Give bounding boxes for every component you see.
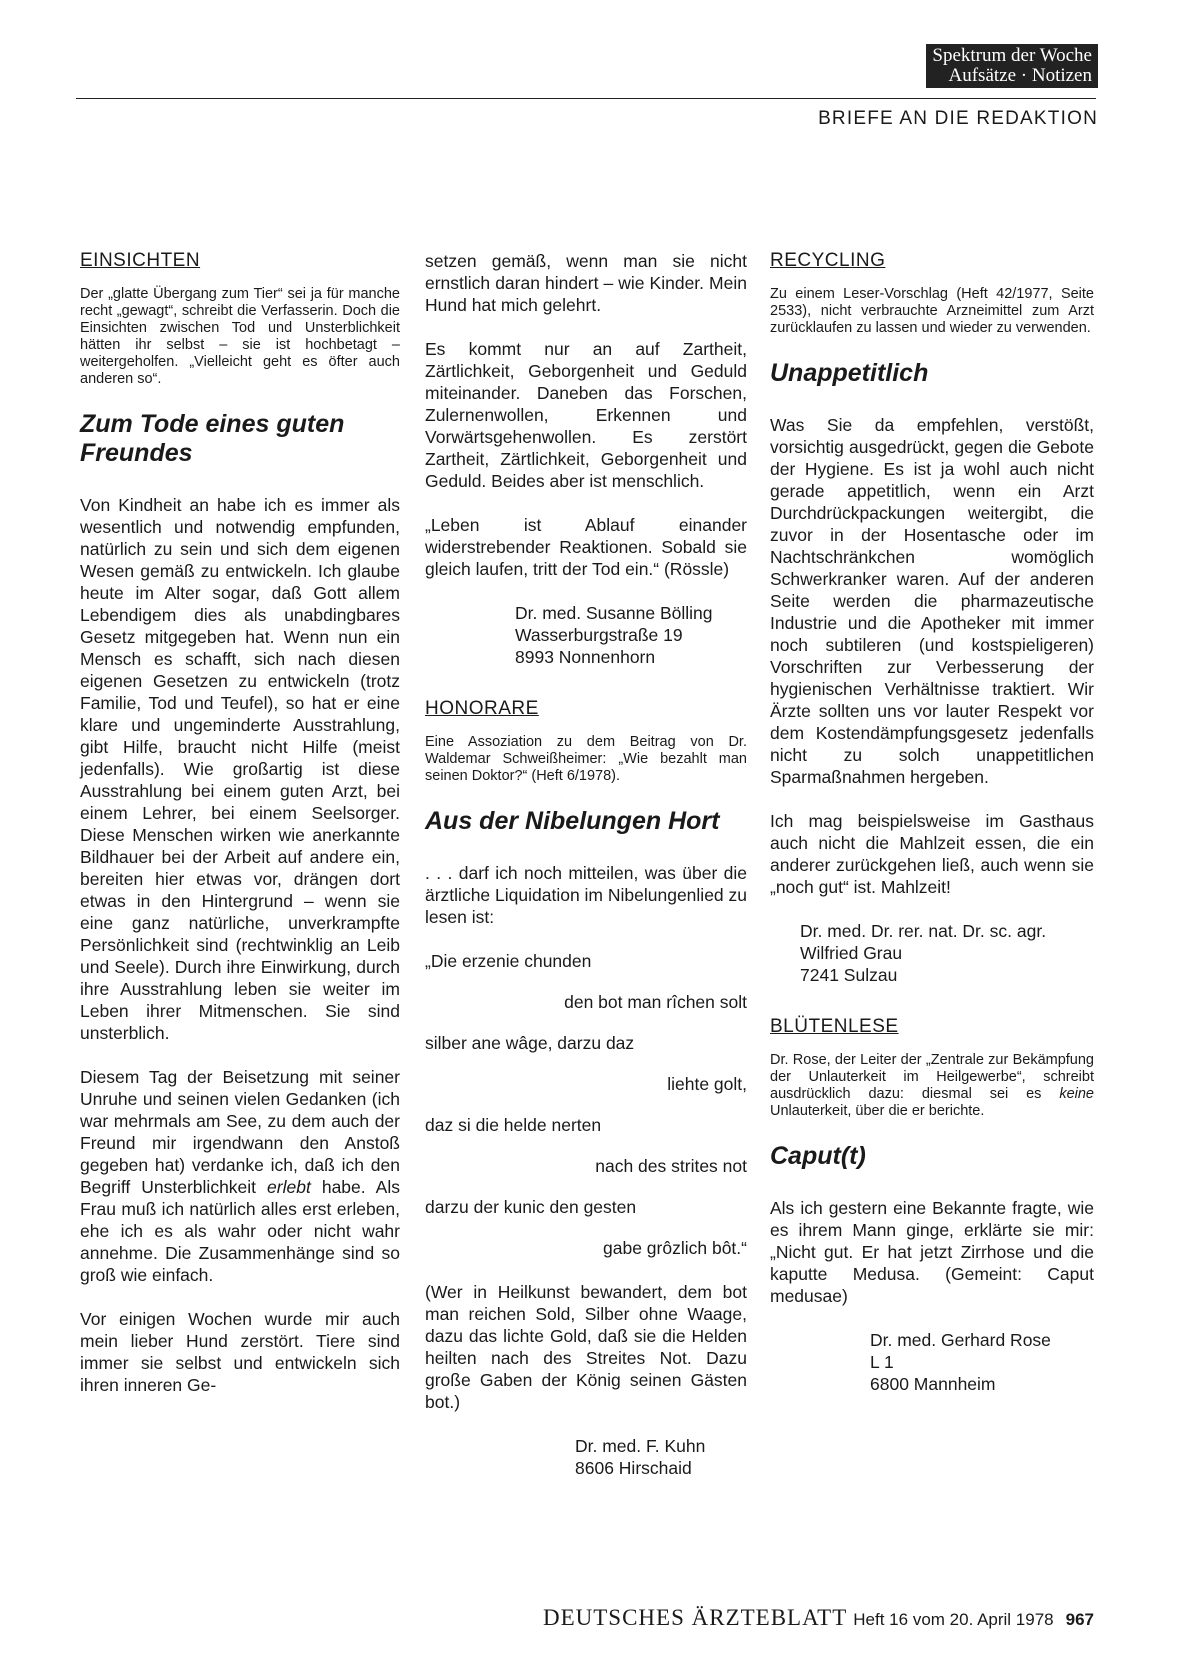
text-run: habe. Als Frau muß ich natürlich alles erst erleben, ehe ich es als wahr oder nicht wahr annehme. Die Zusammenhänge sind so groß wie einfach. [80, 1177, 400, 1285]
paragraph: Ich mag beispielsweise im Gasthaus auch nicht die Mahlzeit essen, die ein anderer zurückgehen ließ, auch wenn sie „noch gut“ ist. Mahlzeit! [770, 811, 1094, 897]
signature-line: L 1 [870, 1352, 894, 1372]
signature-line: Dr. med. Dr. rer. nat. Dr. sc. agr. [800, 921, 1047, 941]
signature-line: Dr. med. F. Kuhn [575, 1436, 706, 1456]
badge-line-1: Spektrum der Woche [932, 45, 1092, 66]
signature-boelling [515, 602, 747, 668]
kicker-honorare: HONORARE [425, 698, 539, 719]
verse-block [425, 950, 747, 1259]
verse-line: den bot man rîchen solt [564, 992, 747, 1012]
magazine-name: DEUTSCHES ÄRZTEBLATT [542, 1605, 848, 1630]
paragraph: Als ich gestern eine Bekannte fragte, wie es ihrem Mann ginge, erklärte sie mir: „Nicht gut. Er hat jetzt Zirrhose und die kaputte Medusa. (Gemeint: Caput medusae) [770, 1198, 1094, 1306]
headline-nibelungen: Aus der Nibelungen Hort [425, 807, 720, 835]
signature-line: Dr. med. Susanne Bölling [515, 603, 713, 623]
verse-line: „Die erzenie chunden [425, 951, 592, 971]
paragraph: Vor einigen Wochen wurde mir auch mein lieber Hund zerstört. Tiere sind immer sie selbst und entwickeln sich ihren inneren Ge- [80, 1309, 400, 1395]
section-title: BRIEFE AN DIE REDAKTION [818, 108, 1098, 129]
header-rule [76, 98, 1096, 99]
signature-line: 7241 Sulzau [800, 965, 898, 985]
signature-line: 8606 Hirschaid [575, 1458, 692, 1478]
signature-grau [800, 920, 1094, 986]
signature-line: Wasserburgstraße 19 [515, 625, 683, 645]
headline-unappetitlich: Unappetitlich [770, 359, 929, 387]
signature-rose [870, 1329, 1094, 1395]
intro-honorare: Eine Assoziation zu dem Beitrag von Dr. Waldemar Schweißheimer: „Wie bezahlt man seinen Doktor?“ (Heft 6/1978). [425, 734, 747, 784]
intro-recycling: Zu einem Leser-Vorschlag (Heft 42/1977, Seite 2533), nicht verbrauchte Arzneimittel zum Arzt zurücklaufen zu lassen und wieder zu verwenden. [770, 286, 1094, 336]
paragraph [80, 1066, 400, 1286]
text-run: Dr. Rose, der Leiter der „Zentrale zur Bekämpfung der Unlauterkeit im Heilgewerbe“, schreibt ausdrücklich dazu: diesmal sei es [770, 1052, 1094, 1102]
signature-line: Wilfried Grau [800, 943, 903, 963]
headline-zum-tode: Zum Tode eines guten Freundes [80, 410, 345, 467]
text-run: Unlauterkeit, über die er berichte. [770, 1103, 985, 1119]
column-3 [770, 250, 1094, 1425]
intro-einsichten: Der „glatte Übergang zum Tier“ sei ja für manche recht „gewagt“, schreibt die Verfasserin. Doch die Einsichten zwischen Tod und Unsterblichkeit hätten ihr selbst – sie ist hochbetagt – weitergeholfen. „Vielleicht geht es öfter auch anderen so“. [80, 286, 400, 387]
emphasis: keine [1059, 1086, 1094, 1102]
paragraph: . . . darf ich noch mitteilen, was über die ärztliche Liquidation im Nibelungenlied zu lesen ist: [425, 863, 747, 927]
text-run: Diesem Tag der Beisetzung mit seiner Unruhe und seinen vielen Gedanken (ich war mehrmals am See, zu dem auch der Freund mir irgendwann den Anstoß gegeben hat) verdanke ich, daß ich den Begriff Unsterblichkeit [80, 1067, 400, 1197]
paragraph: „Leben ist Ablauf einander widerstrebender Reaktionen. Sobald sie gleich laufen, tritt der Tod ein.“ (Rössle) [425, 515, 747, 579]
page-footer [543, 1605, 1094, 1631]
column-2 [425, 250, 747, 1509]
verse-line: nach des strites not [595, 1156, 747, 1176]
verse-line: daz si die helde nerten [425, 1115, 602, 1135]
kicker-einsichten: EINSICHTEN [80, 250, 201, 271]
kicker-recycling: RECYCLING [770, 250, 886, 271]
issue-info: Heft 16 vom 20. April 1978 [853, 1610, 1054, 1629]
badge-line-2: Aufsätze · Notizen [948, 65, 1092, 86]
paragraph: Was Sie da empfehlen, verstößt, vorsichtig ausgedrückt, gegen die Gebote der Hygiene. Es ist ja wohl auch nicht gerade appetitlich, wenn ein Arzt Durchdrückpackungen weitergibt, die zuvor in der Hosentasche oder im Nachtschränkchen womöglich Schwerkranker waren. Auf der anderen Seite werden die pharmazeutische Industrie und die Apotheker mit immer noch subtileren (und kostspieligeren) Vorschriften zur Verbesserung der hygienischen Verhältnisse traktiert. Wir Ärzte sollten uns vor lauter Respekt vor dem Kostendämpfungsgesetz jedenfalls nicht zu solch unappetitlichen Sparmaßnahmen hergeben. [770, 415, 1094, 787]
headline-caputt: Caput(t) [770, 1142, 866, 1170]
paragraph: setzen gemäß, wenn man sie nicht ernstlich daran hindert – wie Kinder. Mein Hund hat mich gelehrt. [425, 251, 747, 315]
paragraph: Von Kindheit an habe ich es immer als wesentlich und notwendig empfunden, natürlich zu sein und sich dem eigenen Wesen gemäß zu entwickeln. Ich glaube heute im Alter sogar, daß Gott allem Lebendigem dies als unabdingbares Gesetz mitgegeben hat. Wenn nun ein Mensch es schafft, sich nach diesen eigenen Gesetzen zu entwickeln (trotz Familie, Tod und Teufel), so hat er eine klare und ungeminderte Ausstrahlung, gibt Hilfe, braucht nicht Hilfe (meist jedenfalls). Wie großartig ist diese Ausstrahlung bei einem guten Arzt, bei einem Lehrer, bei einem Seelsorger. Diese Menschen wirken wie anerkannte Bildhauer bei der Arbeit auf andere ein, bereiten hier etwas vor, drängen dort etwas in den Hintergrund – wenn sie eine ganz natürliche, unverkrampfte Persönlichkeit sind (rechtwinklig an Leib und Seele). Durch ihre Einwirkung, durch ihre Ausstrahlung leben sie weiter im Leben ihrer Mitmenschen. Sie sind unsterblich. [80, 495, 400, 1043]
section-badge [926, 44, 1098, 88]
intro-bluetenlese [770, 1052, 1094, 1120]
page-number: 967 [1065, 1610, 1094, 1629]
column-1 [80, 250, 400, 1418]
signature-line: Dr. med. Gerhard Rose [870, 1330, 1051, 1350]
verse-line: liehte golt, [667, 1074, 747, 1094]
signature-line: 6800 Mannheim [870, 1374, 996, 1394]
verse-line: darzu der kunic den gesten [425, 1197, 637, 1217]
kicker-bluetenlese: BLÜTENLESE [770, 1016, 899, 1037]
paragraph: (Wer in Heilkunst bewandert, dem bot man reichen Sold, Silber ohne Waage, dazu das lichte Gold, daß sie die Helden heilten nach des Streites Not. Dazu große Gaben der König seinen Gästen bot.) [425, 1282, 747, 1412]
paragraph: Es kommt nur an auf Zartheit, Zärtlichkeit, Geborgenheit und Geduld miteinander. Daneben das Forschen, Zulernenwollen, Erkennen und Vorwärtsgehenwollen. Es zerstört Zartheit, Zärtlichkeit, Geborgenheit und Geduld. Beides aber ist menschlich. [425, 339, 747, 491]
verse-line: gabe grôzlich bôt.“ [603, 1238, 747, 1258]
signature-kuhn [575, 1435, 747, 1479]
verse-line: silber ane wâge, darzu daz [425, 1033, 635, 1053]
emphasis: erlebt [267, 1177, 311, 1197]
signature-line: 8993 Nonnenhorn [515, 647, 656, 667]
